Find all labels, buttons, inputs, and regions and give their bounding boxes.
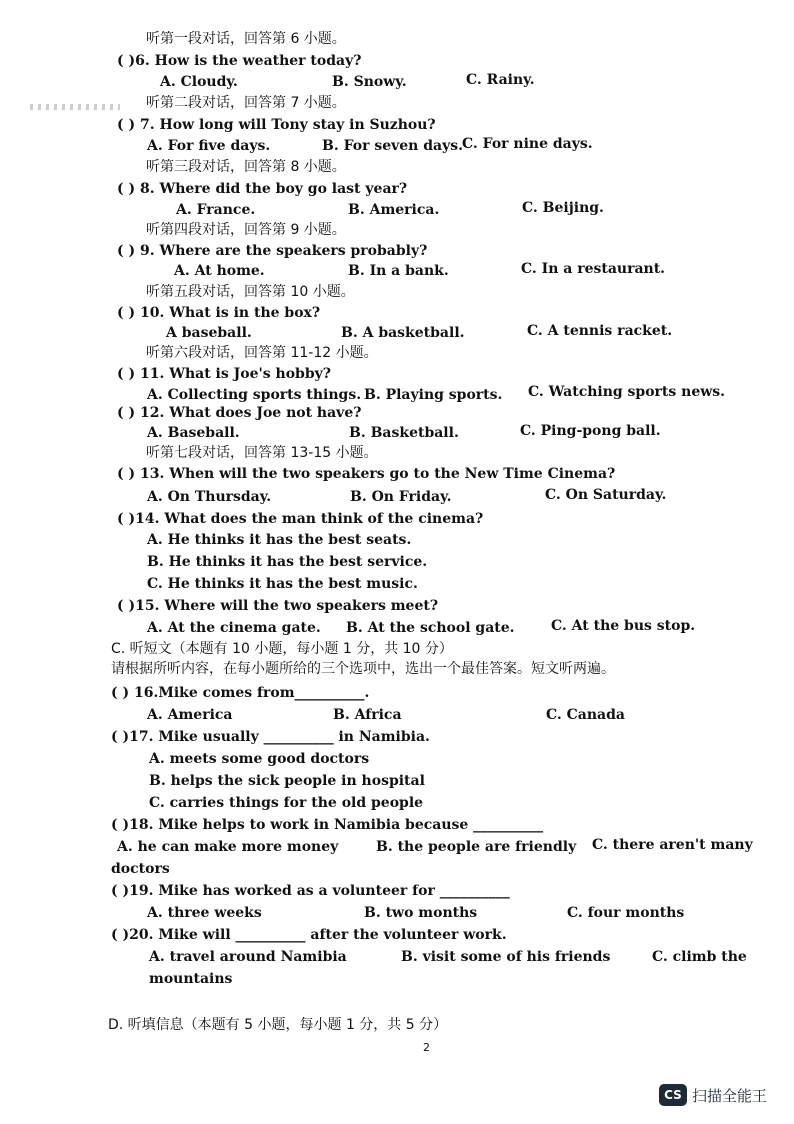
question-text-q13: ( ) 13. When will the two speakers go to the New Time Cinema? — [117, 466, 616, 482]
question-text-q12: ( ) 12. What does Joe not have? — [117, 405, 362, 421]
section-heading-s5: 听第五段对话，回答第 10 小题。 — [146, 284, 355, 300]
question-text-q19a: A. three weeks — [147, 905, 262, 921]
question-text-q6: ( )6. How is the weather today? — [117, 53, 362, 69]
question-text-q12a: A. Baseball. — [147, 425, 240, 441]
question-text-q7c: C. For nine days. — [462, 136, 593, 152]
question-text-q10b: B. A basketball. — [341, 325, 465, 341]
question-text-q17b: B. helps the sick people in hospital — [149, 773, 425, 789]
section-heading-s3: 听第三段对话，回答第 8 小题。 — [146, 159, 346, 175]
question-text-q9b: B. In a bank. — [348, 263, 449, 279]
question-text-q14a: A. He thinks it has the best seats. — [147, 532, 412, 548]
question-text-q18c2: doctors — [111, 861, 170, 877]
question-text-q16c: C. Canada — [546, 707, 625, 723]
question-text-q16a: A. America — [147, 707, 233, 723]
question-text-q10: ( ) 10. What is in the box? — [117, 305, 321, 321]
question-text-q14c: C. He thinks it has the best music. — [147, 576, 418, 592]
scan-artifact — [30, 104, 120, 110]
question-text-q9: ( ) 9. Where are the speakers probably? — [117, 243, 428, 259]
section-heading-s1: 听第一段对话，回答第 6 小题。 — [146, 31, 346, 47]
question-text-q15c: C. At the bus stop. — [551, 618, 696, 634]
question-text-q12b: B. Basketball. — [349, 425, 459, 441]
question-text-q20a: A. travel around Namibia — [149, 949, 347, 965]
section-heading-sc2: 请根据所听内容，在每小题所给的三个选项中，选出一个最佳答案。短文听两遍。 — [111, 661, 615, 677]
question-text-q20c2: mountains — [149, 971, 233, 987]
question-text-q7a: A. For five days. — [147, 138, 271, 154]
question-text-q18c: C. there aren't many — [592, 837, 753, 853]
question-text-q9a: A. At home. — [174, 263, 265, 279]
question-text-q13b: B. On Friday. — [350, 489, 452, 505]
question-text-q20c: C. climb the — [652, 949, 747, 965]
question-text-q20: ( )20. Mike will __________ after the volunteer work. — [111, 927, 507, 943]
question-text-q9c: C. In a restaurant. — [521, 261, 666, 277]
question-text-q15a: A. At the cinema gate. — [147, 620, 321, 636]
question-text-q12c: C. Ping-pong ball. — [520, 423, 661, 439]
question-text-q18: ( )18. Mike helps to work in Namibia because __________ — [111, 817, 544, 833]
question-text-q8b: B. America. — [348, 202, 440, 218]
question-text-q8c: C. Beijing. — [522, 200, 604, 216]
question-text-q8: ( ) 8. Where did the boy go last year? — [117, 181, 408, 197]
question-text-q11: ( ) 11. What is Joe's hobby? — [117, 366, 331, 382]
scanner-watermark — [659, 1083, 767, 1107]
question-text-q11b: B. Playing sports. — [364, 387, 503, 403]
question-text-q20b: B. visit some of his friends — [401, 949, 611, 965]
question-text-q16: ( ) 16.Mike comes from__________. — [111, 685, 370, 701]
section-heading-s6: 听第六段对话，回答第 11-12 小题。 — [146, 345, 378, 361]
question-text-q17a: A. meets some good doctors — [149, 751, 370, 767]
question-text-q7: ( ) 7. How long will Tony stay in Suzhou? — [117, 117, 436, 133]
section-heading-s7: 听第七段对话，回答第 13-15 小题。 — [146, 445, 378, 461]
question-text-q6a: A. Cloudy. — [160, 74, 238, 90]
question-text-q13c: C. On Saturday. — [545, 487, 667, 503]
question-text-q10a: A baseball. — [166, 325, 252, 341]
question-text-q19: ( )19. Mike has worked as a volunteer for __________ — [111, 883, 510, 899]
section-heading-sd: D. 听填信息（本题有 5 小题，每小题 1 分，共 5 分） — [108, 1017, 448, 1033]
question-text-q19c: C. four months — [567, 905, 685, 921]
question-text-q14: ( )14. What does the man think of the cinema? — [117, 511, 484, 527]
question-text-q11a: A. Collecting sports things. — [147, 387, 362, 403]
question-text-q11c: C. Watching sports news. — [528, 384, 726, 400]
question-text-q13a: A. On Thursday. — [147, 489, 272, 505]
question-text-q19b: B. two months — [364, 905, 478, 921]
question-text-q18a: A. he can make more money — [117, 839, 339, 855]
question-text-q17c: C. carries things for the old people — [149, 795, 424, 811]
question-text-q7b: B. For seven days. — [322, 138, 463, 154]
question-text-q18b: B. the people are friendly — [376, 839, 577, 855]
section-heading-s4: 听第四段对话，回答第 9 小题。 — [146, 222, 346, 238]
question-text-q8a: A. France. — [176, 202, 256, 218]
question-text-q6c: C. Rainy. — [466, 72, 535, 88]
camscanner-logo-icon: CS — [659, 1084, 687, 1106]
question-text-q6b: B. Snowy. — [332, 74, 407, 90]
section-heading-sc: C. 听短文（本题有 10 小题，每小题 1 分，共 10 分） — [111, 641, 453, 657]
question-text-q15: ( )15. Where will the two speakers meet? — [117, 598, 439, 614]
section-heading-s2: 听第二段对话，回答第 7 小题。 — [146, 95, 346, 111]
page-number: 2 — [423, 1041, 430, 1054]
question-text-q17: ( )17. Mike usually __________ in Namibia. — [111, 729, 430, 745]
question-text-q14b: B. He thinks it has the best service. — [147, 554, 428, 570]
question-text-q15b: B. At the school gate. — [346, 620, 515, 636]
question-text-q10c: C. A tennis racket. — [527, 323, 673, 339]
question-text-q16b: B. Africa — [333, 707, 402, 723]
watermark-text: 扫描全能王 — [692, 1086, 768, 1105]
